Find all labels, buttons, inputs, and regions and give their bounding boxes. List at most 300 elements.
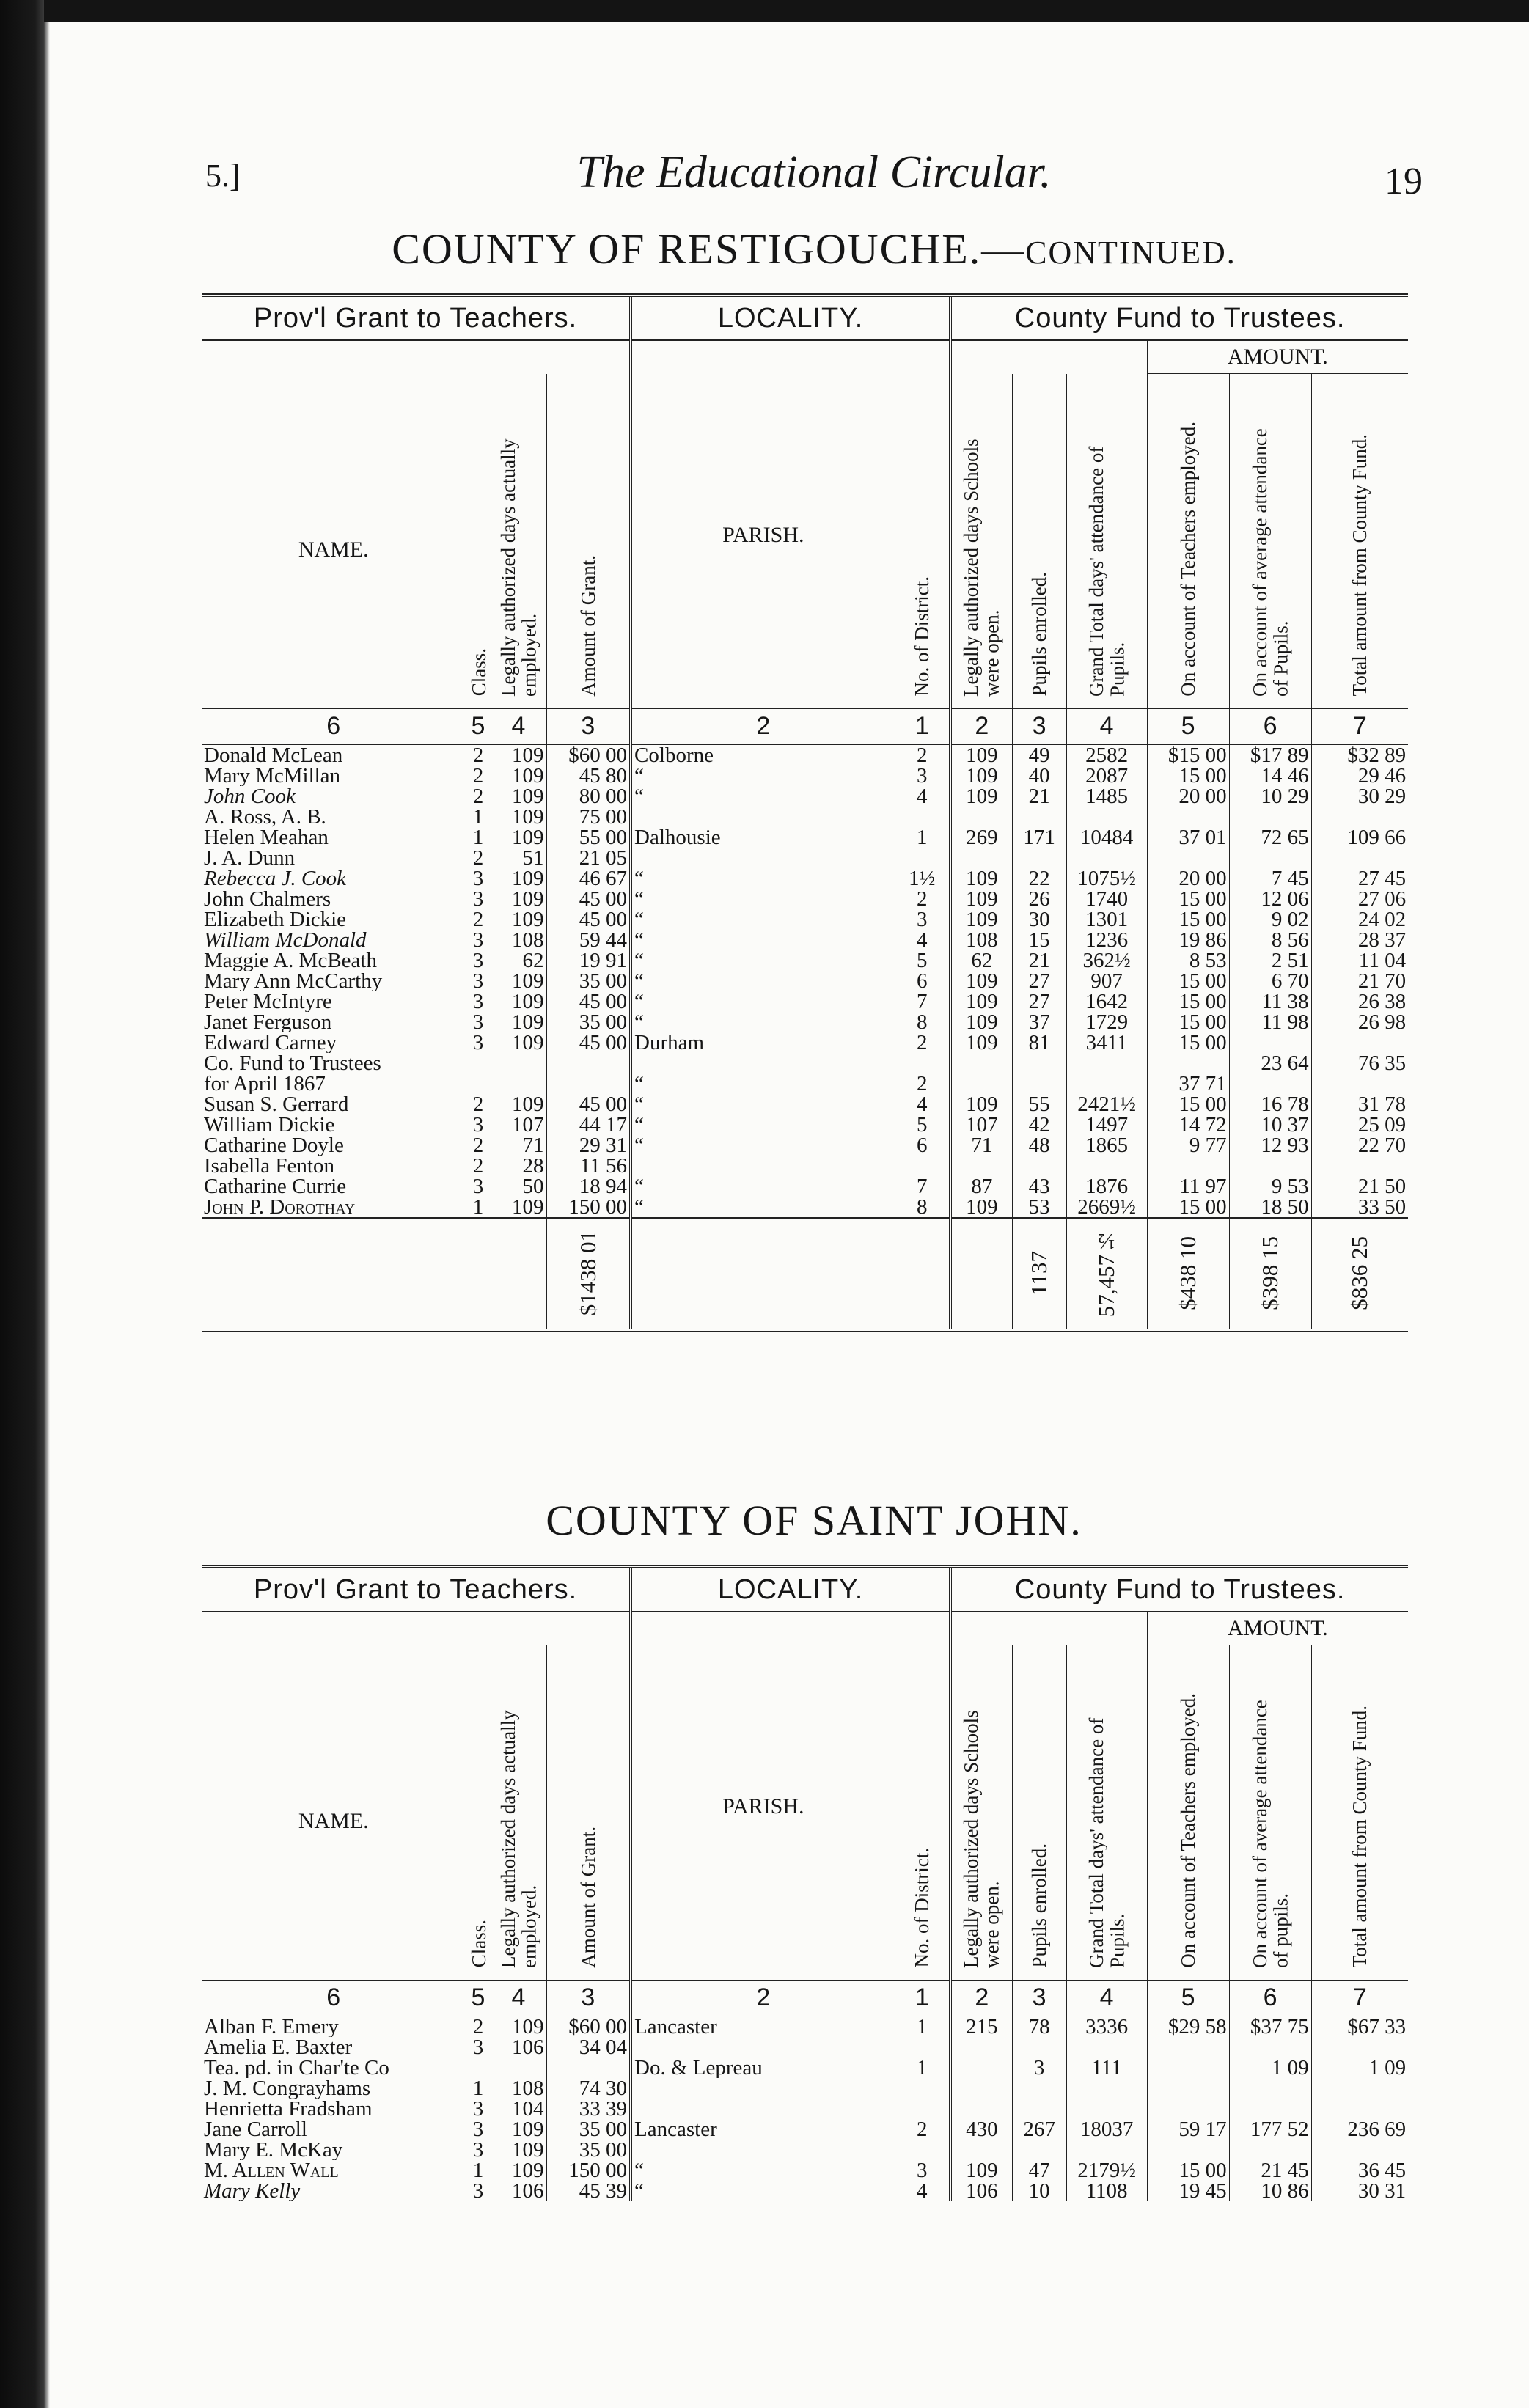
table-row xyxy=(202,2181,1408,2201)
cell-district xyxy=(895,2037,950,2058)
cell-enrolled: 49 xyxy=(1012,744,1066,766)
cell-district: 2 xyxy=(895,1032,950,1053)
cell-enrolled: 27 xyxy=(1012,971,1066,991)
cell-class: 3 xyxy=(466,971,491,991)
cell-days-open: 109 xyxy=(950,2160,1012,2181)
column-number-teachers: 5 xyxy=(1147,1980,1229,2016)
cell-days-employed: 109 xyxy=(491,868,546,889)
cell-parish: “ xyxy=(631,889,895,909)
cell-total: $32 89 xyxy=(1311,744,1408,766)
column-header-district: No. of District. xyxy=(911,576,934,697)
cell-name: Tea. pd. in Char'te Co xyxy=(204,2057,389,2078)
table-row xyxy=(202,786,1408,807)
column-number-parish: 2 xyxy=(631,708,895,744)
cell-days-open: 62 xyxy=(950,950,1012,971)
cell-parish: “ xyxy=(631,2181,895,2201)
cell-grant: 35 00 xyxy=(546,971,631,991)
table-row xyxy=(202,991,1408,1012)
cell-total: 36 45 xyxy=(1311,2160,1408,2181)
cell-days-open xyxy=(950,2058,1012,2078)
cell-district xyxy=(895,2140,950,2160)
cell-total: 30 31 xyxy=(1311,2181,1408,2201)
column-header-teachers: On account of Teachers employed. xyxy=(1176,1692,1199,1968)
cell-class: 3 xyxy=(466,1176,491,1197)
cell-enrolled: 26 xyxy=(1012,889,1066,909)
cell-grant: 75 00 xyxy=(546,807,631,827)
cell-days-open: 108 xyxy=(950,930,1012,950)
cell-total: 21 70 xyxy=(1311,971,1408,991)
cell-enrolled: 21 xyxy=(1012,950,1066,971)
restigouche-rows xyxy=(202,744,1408,1218)
cell-class xyxy=(466,1073,491,1094)
cell-class: 3 xyxy=(466,991,491,1012)
cell-name: John Cook xyxy=(204,785,296,807)
cell-days-open: 269 xyxy=(950,827,1012,848)
column-number-name: 6 xyxy=(202,1980,466,2016)
cell-days-open: 109 xyxy=(950,971,1012,991)
cell-grant: 21 05 xyxy=(546,848,631,868)
cell-district: 1 xyxy=(895,827,950,848)
cell-days-employed: 71 xyxy=(491,1135,546,1156)
table-row xyxy=(202,1012,1408,1032)
cell-parish: “ xyxy=(631,868,895,889)
cell-parish: “ xyxy=(631,971,895,991)
group-header-county-fund: County Fund to Trustees. xyxy=(950,1567,1408,1612)
cell-average xyxy=(1229,807,1311,827)
cell-average xyxy=(1229,2099,1311,2119)
cell-average: 12 93 xyxy=(1229,1135,1311,1156)
cell-name: Rebecca J. Cook xyxy=(204,867,347,889)
table-row xyxy=(202,1073,1408,1094)
cell-grant: 35 00 xyxy=(546,1012,631,1032)
cell-days-employed xyxy=(491,2058,546,2078)
cell-days-employed: 109 xyxy=(491,971,546,991)
cell-average: $17 89 xyxy=(1229,744,1311,766)
cell-enrolled: 267 xyxy=(1012,2119,1066,2140)
cell-teachers xyxy=(1147,1053,1229,1073)
group-header-provincial-grant: Prov'l Grant to Teachers. xyxy=(202,1567,631,1612)
cell-name: John Chalmers xyxy=(204,888,331,909)
cell-attendance: 2087 xyxy=(1066,766,1147,786)
cell-name: William McDonald xyxy=(204,929,367,950)
column-number-days-employed: 4 xyxy=(491,708,546,744)
table-row xyxy=(202,744,1408,766)
cell-parish: Dalhousie xyxy=(631,827,895,848)
cell-days-open xyxy=(950,1156,1012,1176)
cell-parish xyxy=(631,848,895,868)
column-number-total: 7 xyxy=(1311,1980,1408,2016)
cell-grant: 45 00 xyxy=(546,909,631,930)
cell-name: for April 1867 xyxy=(204,1073,326,1094)
cell-teachers xyxy=(1147,2099,1229,2119)
cell-days-employed: 106 xyxy=(491,2181,546,2201)
cell-days-employed: 28 xyxy=(491,1156,546,1176)
cell-class: 2 xyxy=(466,1156,491,1176)
saint-john-table-section xyxy=(202,1565,1408,2201)
total-county-fund: $836 25 xyxy=(1346,1236,1373,1310)
cell-average: 11 38 xyxy=(1229,991,1311,1012)
top-edge-shadow xyxy=(44,0,1529,22)
column-number-attendance: 4 xyxy=(1066,1980,1147,2016)
cell-parish: “ xyxy=(631,1197,895,1218)
cell-average xyxy=(1229,2078,1311,2099)
cell-parish: “ xyxy=(631,1073,895,1094)
cell-enrolled xyxy=(1012,1053,1066,1073)
column-header-parish: PARISH. xyxy=(631,374,895,709)
table-row xyxy=(202,909,1408,930)
cell-district: 5 xyxy=(895,950,950,971)
cell-parish: “ xyxy=(631,909,895,930)
county-title-saint-john: COUNTY OF SAINT JOHN. xyxy=(546,1497,1082,1544)
cell-attendance: 2582 xyxy=(1066,744,1147,766)
cell-days-employed: 106 xyxy=(491,2037,546,2058)
cell-teachers: 15 00 xyxy=(1147,2160,1229,2181)
cell-total xyxy=(1311,807,1408,827)
cell-name: Mary E. McKay xyxy=(204,2139,343,2160)
cell-average: 1 09 xyxy=(1229,2058,1311,2078)
cell-average: 7 45 xyxy=(1229,868,1311,889)
cell-average: 14 46 xyxy=(1229,766,1311,786)
cell-grant: 18 94 xyxy=(546,1176,631,1197)
cell-days-employed xyxy=(491,1073,546,1094)
cell-average: 2 51 xyxy=(1229,950,1311,971)
cell-attendance: 10484 xyxy=(1066,827,1147,848)
cell-name: Janet Ferguson xyxy=(204,1011,332,1032)
cell-district: 4 xyxy=(895,930,950,950)
cell-teachers: $29 58 xyxy=(1147,2016,1229,2037)
column-header-average: On account of average attendance of pupils. xyxy=(1248,1699,1292,1968)
cell-enrolled: 53 xyxy=(1012,1197,1066,1218)
cell-days-open: 109 xyxy=(950,909,1012,930)
cell-name: Susan S. Gerrard xyxy=(204,1093,349,1115)
table-row xyxy=(202,868,1408,889)
cell-days-open: 109 xyxy=(950,744,1012,766)
cell-total: 26 98 xyxy=(1311,1012,1408,1032)
cell-days-open xyxy=(950,2140,1012,2160)
cell-parish: “ xyxy=(631,1115,895,1135)
cell-parish: “ xyxy=(631,950,895,971)
cell-class: 3 xyxy=(466,1115,491,1135)
cell-attendance xyxy=(1066,2099,1147,2119)
column-header-teachers: On account of Teachers employed. xyxy=(1176,421,1199,697)
cell-grant: 45 00 xyxy=(546,889,631,909)
cell-enrolled: 40 xyxy=(1012,766,1066,786)
column-header-days-open: Legally authorized days Schools were open. xyxy=(960,438,1003,697)
cell-days-employed: 109 xyxy=(491,889,546,909)
column-header-total: Total amount from County Fund. xyxy=(1349,1706,1371,1968)
column-header-attendance: Grand Total days' attendance of Pupils. xyxy=(1085,446,1129,697)
cell-district xyxy=(895,2078,950,2099)
cell-district xyxy=(895,2099,950,2119)
cell-grant: 74 30 xyxy=(546,2078,631,2099)
column-header-district: No. of District. xyxy=(911,1848,934,1968)
cell-total xyxy=(1311,848,1408,868)
cell-parish: Durham xyxy=(631,1032,895,1053)
column-header-class: Class. xyxy=(467,648,490,697)
cell-total: 109 66 xyxy=(1311,827,1408,848)
cell-district: 1 xyxy=(895,2016,950,2037)
cell-teachers: 20 00 xyxy=(1147,786,1229,807)
cell-district: 2 xyxy=(895,1073,950,1094)
cell-teachers: 19 86 xyxy=(1147,930,1229,950)
cell-name: M. Allen Wall xyxy=(204,2159,339,2181)
cell-grant: 45 00 xyxy=(546,1032,631,1053)
cell-class xyxy=(466,1053,491,1073)
column-number-class: 5 xyxy=(466,708,491,744)
cell-days-open: 106 xyxy=(950,2181,1012,2201)
cell-teachers: 59 17 xyxy=(1147,2119,1229,2140)
cell-name: Mary Ann McCarthy xyxy=(204,970,383,991)
cell-grant: 55 00 xyxy=(546,827,631,848)
cell-name: Mary McMillan xyxy=(204,765,341,786)
cell-parish xyxy=(631,1053,895,1073)
cell-enrolled xyxy=(1012,1073,1066,1094)
cell-class: 1 xyxy=(466,807,491,827)
cell-parish: “ xyxy=(631,766,895,786)
saint-john-table xyxy=(202,1565,1408,2201)
column-number-row xyxy=(202,1980,1408,2016)
cell-name: Peter McIntyre xyxy=(204,991,332,1012)
table-row xyxy=(202,2160,1408,2181)
column-number-enrolled: 3 xyxy=(1012,708,1066,744)
cell-district: 4 xyxy=(895,786,950,807)
cell-days-open xyxy=(950,807,1012,827)
table-row xyxy=(202,1115,1408,1135)
cell-name: Jane Carroll xyxy=(204,2118,307,2140)
cell-grant: 45 00 xyxy=(546,991,631,1012)
table-row xyxy=(202,1053,1408,1073)
column-number-attendance: 4 xyxy=(1066,708,1147,744)
cell-enrolled: 171 xyxy=(1012,827,1066,848)
cell-days-employed: 109 xyxy=(491,1012,546,1032)
cell-parish xyxy=(631,2099,895,2119)
cell-grant xyxy=(546,2058,631,2078)
section-number: 5.] xyxy=(205,158,241,194)
table-row xyxy=(202,766,1408,786)
cell-district: 7 xyxy=(895,1176,950,1197)
cell-class: 3 xyxy=(466,950,491,971)
column-header-parish: PARISH. xyxy=(631,1645,895,1981)
table-row xyxy=(202,2099,1408,2119)
cell-teachers: 15 00 xyxy=(1147,1032,1229,1053)
table-row xyxy=(202,2016,1408,2037)
cell-days-employed: 50 xyxy=(491,1176,546,1197)
cell-days-employed: 62 xyxy=(491,950,546,971)
cell-total xyxy=(1311,1032,1408,1053)
cell-class: 3 xyxy=(466,2037,491,2058)
cell-days-employed: 109 xyxy=(491,744,546,766)
cell-teachers xyxy=(1147,2078,1229,2099)
cell-class: 3 xyxy=(466,2119,491,2140)
group-header-locality: LOCALITY. xyxy=(631,1567,950,1612)
cell-parish: Lancaster xyxy=(631,2016,895,2037)
cell-district: 3 xyxy=(895,2160,950,2181)
cell-name: John P. Dorothay xyxy=(204,1196,356,1218)
cell-attendance xyxy=(1066,1156,1147,1176)
cell-total: 31 78 xyxy=(1311,1094,1408,1115)
cell-grant: 29 31 xyxy=(546,1135,631,1156)
cell-average: $37 75 xyxy=(1229,2016,1311,2037)
table-row xyxy=(202,889,1408,909)
cell-attendance xyxy=(1066,2037,1147,2058)
cell-name: Edward Carney xyxy=(204,1032,337,1053)
cell-teachers: 19 45 xyxy=(1147,2181,1229,2201)
cell-enrolled: 22 xyxy=(1012,868,1066,889)
cell-enrolled: 78 xyxy=(1012,2016,1066,2037)
cell-grant: 45 80 xyxy=(546,766,631,786)
cell-teachers: 15 00 xyxy=(1147,909,1229,930)
column-number-enrolled: 3 xyxy=(1012,1980,1066,2016)
cell-grant: 80 00 xyxy=(546,786,631,807)
column-number-days-employed: 4 xyxy=(491,1980,546,2016)
cell-enrolled: 48 xyxy=(1012,1135,1066,1156)
cell-total xyxy=(1311,2099,1408,2119)
group-header-locality: LOCALITY. xyxy=(631,296,950,341)
cell-district: 6 xyxy=(895,971,950,991)
cell-total xyxy=(1311,2140,1408,2160)
cell-teachers: 14 72 xyxy=(1147,1115,1229,1135)
cell-total xyxy=(1311,2037,1408,2058)
cell-class: 2 xyxy=(466,744,491,766)
cell-teachers xyxy=(1147,2140,1229,2160)
column-header-attendance: Grand Total days' attendance of Pupils. xyxy=(1085,1717,1129,1968)
cell-days-open: 109 xyxy=(950,991,1012,1012)
cell-average xyxy=(1229,1073,1311,1094)
cell-total: 1 09 xyxy=(1311,2058,1408,2078)
cell-attendance: 907 xyxy=(1066,971,1147,991)
cell-grant: 33 39 xyxy=(546,2099,631,2119)
column-header-days-open: Legally authorized days Schools were open. xyxy=(960,1709,1003,1968)
cell-total: 27 45 xyxy=(1311,868,1408,889)
cell-teachers: 20 00 xyxy=(1147,868,1229,889)
cell-days-open xyxy=(950,1053,1012,1073)
cell-days-employed: 109 xyxy=(491,2160,546,2181)
cell-teachers: 15 00 xyxy=(1147,889,1229,909)
book-spine-shadow xyxy=(0,0,50,2408)
cell-parish: Do. & Lepreau xyxy=(631,2058,895,2078)
cell-attendance: 1075½ xyxy=(1066,868,1147,889)
cell-days-open xyxy=(950,2078,1012,2099)
cell-district xyxy=(895,848,950,868)
table-row xyxy=(202,1032,1408,1053)
cell-attendance: 362½ xyxy=(1066,950,1147,971)
cell-enrolled xyxy=(1012,2037,1066,2058)
cell-attendance: 1642 xyxy=(1066,991,1147,1012)
cell-district: 6 xyxy=(895,1135,950,1156)
cell-total: 27 06 xyxy=(1311,889,1408,909)
cell-name: J. M. Congrayhams xyxy=(204,2077,371,2099)
column-header-enrolled: Pupils enrolled. xyxy=(1027,1843,1050,1968)
column-number-grant: 3 xyxy=(546,708,631,744)
cell-district xyxy=(895,1156,950,1176)
cell-class: 3 xyxy=(466,889,491,909)
column-number-average: 6 xyxy=(1229,708,1311,744)
cell-days-employed: 109 xyxy=(491,786,546,807)
cell-teachers xyxy=(1147,2037,1229,2058)
cell-class: 3 xyxy=(466,868,491,889)
cell-name: Catharine Currie xyxy=(204,1175,347,1197)
cell-average: 9 53 xyxy=(1229,1176,1311,1197)
cell-total xyxy=(1311,1156,1408,1176)
cell-name: Isabella Fenton xyxy=(204,1155,334,1176)
cell-teachers: 37 01 xyxy=(1147,827,1229,848)
cell-teachers: 15 00 xyxy=(1147,971,1229,991)
cell-parish: Lancaster xyxy=(631,2119,895,2140)
cell-parish: “ xyxy=(631,2160,895,2181)
cell-parish xyxy=(631,2078,895,2099)
cell-district: 1 xyxy=(895,2058,950,2078)
group-header-provincial-grant: Prov'l Grant to Teachers. xyxy=(202,296,631,341)
cell-district: 3 xyxy=(895,766,950,786)
cell-days-open: 109 xyxy=(950,1197,1012,1218)
cell-total: 28 37 xyxy=(1311,930,1408,950)
cell-parish xyxy=(631,2037,895,2058)
table-row xyxy=(202,848,1408,868)
cell-total: 33 50 xyxy=(1311,1197,1408,1218)
cell-average: 11 98 xyxy=(1229,1012,1311,1032)
cell-grant: 150 00 xyxy=(546,1197,631,1218)
cell-class: 3 xyxy=(466,2181,491,2201)
column-number-name: 6 xyxy=(202,708,466,744)
cell-days-employed: 109 xyxy=(491,2140,546,2160)
cell-days-employed: 104 xyxy=(491,2099,546,2119)
cell-average: 177 52 xyxy=(1229,2119,1311,2140)
cell-average: 23 64 xyxy=(1229,1053,1311,1073)
table-row xyxy=(202,1135,1408,1156)
cell-days-open: 107 xyxy=(950,1115,1012,1135)
cell-attendance xyxy=(1066,807,1147,827)
cell-enrolled xyxy=(1012,2099,1066,2119)
cell-days-open: 109 xyxy=(950,889,1012,909)
cell-average: 9 02 xyxy=(1229,909,1311,930)
cell-attendance: 2179½ xyxy=(1066,2160,1147,2181)
cell-class: 2 xyxy=(466,848,491,868)
cell-grant: 35 00 xyxy=(546,2140,631,2160)
cell-name: Alban F. Emery xyxy=(204,2016,339,2037)
cell-enrolled xyxy=(1012,807,1066,827)
cell-teachers: 37 71 xyxy=(1147,1073,1229,1094)
cell-attendance: 3336 xyxy=(1066,2016,1147,2037)
cell-enrolled: 81 xyxy=(1012,1032,1066,1053)
cell-grant: 19 91 xyxy=(546,950,631,971)
table-row xyxy=(202,1197,1408,1218)
cell-name: Elizabeth Dickie xyxy=(204,908,347,930)
cell-days-employed xyxy=(491,1053,546,1073)
cell-attendance: 1485 xyxy=(1066,786,1147,807)
cell-teachers: 11 97 xyxy=(1147,1176,1229,1197)
table-row xyxy=(202,2140,1408,2160)
column-header-days-employed: Legally authorized days actually employed. xyxy=(496,1709,540,1968)
cell-attendance: 111 xyxy=(1066,2058,1147,2078)
cell-class xyxy=(466,2058,491,2078)
cell-average xyxy=(1229,848,1311,868)
cell-class: 1 xyxy=(466,2078,491,2099)
cell-total: 25 09 xyxy=(1311,1115,1408,1135)
cell-name: Helen Meahan xyxy=(204,826,329,848)
cell-average: 10 86 xyxy=(1229,2181,1311,2201)
cell-name: Mary Kelly xyxy=(204,2180,301,2201)
cell-teachers: 9 77 xyxy=(1147,1135,1229,1156)
cell-parish xyxy=(631,2140,895,2160)
cell-average: 10 29 xyxy=(1229,786,1311,807)
cell-days-employed: 109 xyxy=(491,1032,546,1053)
cell-teachers xyxy=(1147,807,1229,827)
saint-john-rows xyxy=(202,2016,1408,2201)
cell-average: 10 37 xyxy=(1229,1115,1311,1135)
cell-class: 2 xyxy=(466,909,491,930)
cell-class: 2 xyxy=(466,2016,491,2037)
cell-days-open: 215 xyxy=(950,2016,1012,2037)
